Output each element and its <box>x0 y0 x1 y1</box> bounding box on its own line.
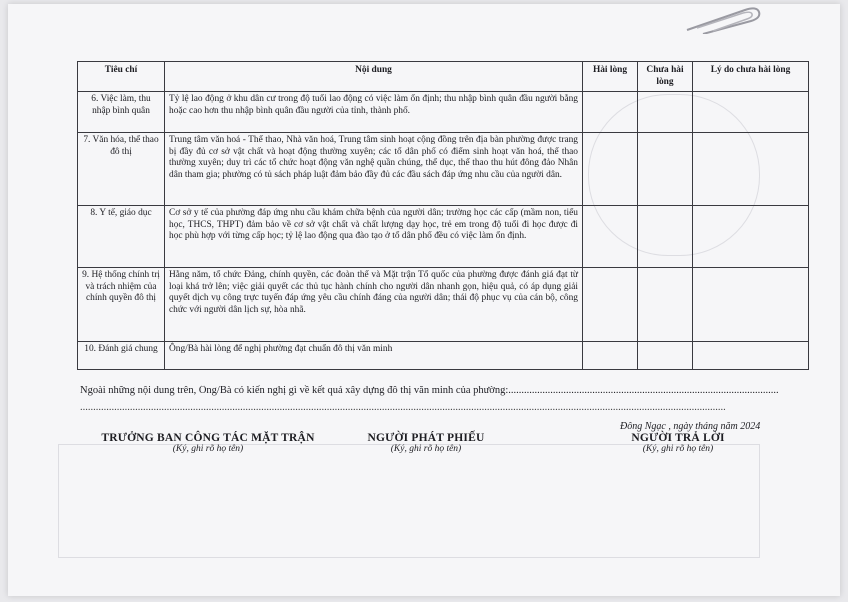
header-satisfied: Hài lòng <box>583 62 638 92</box>
bleed-through-shadow <box>58 444 760 558</box>
content-cell: Tỷ lệ lao động ở khu dân cư trong độ tuổi lao động có việc làm ổn định; thu nhập bình quân đầu người bằng hoặc cao hơn thu nhập bình quân đầu người của tỉnh, thành phố. <box>165 92 583 133</box>
table-row <box>78 206 809 268</box>
table-row <box>78 133 809 206</box>
not-satisfied-checkbox-cell[interactable] <box>638 342 693 370</box>
table-row <box>78 92 809 133</box>
table-row <box>78 268 809 342</box>
feedback-dots: ....................................................................................................... <box>508 385 779 396</box>
survey-table <box>77 61 809 370</box>
criterion-cell: 8. Y tế, giáo dục <box>78 206 165 268</box>
reason-input-cell[interactable] <box>693 268 809 342</box>
header-content: Nội dung <box>165 62 583 92</box>
header-not-satisfied: Chưa hài lòng <box>638 62 693 92</box>
satisfied-checkbox-cell[interactable] <box>583 342 638 370</box>
reason-input-cell[interactable] <box>693 133 809 206</box>
not-satisfied-checkbox-cell[interactable] <box>638 206 693 268</box>
satisfied-checkbox-cell[interactable] <box>583 206 638 268</box>
reason-input-cell[interactable] <box>693 342 809 370</box>
signature-note: (Ký, ghi rõ họ tên) <box>172 444 244 454</box>
not-satisfied-checkbox-cell[interactable] <box>638 133 693 206</box>
criterion-cell: 7. Văn hóa, thể thao đô thị <box>78 133 165 206</box>
content-cell: Cơ sở y tế của phường đáp ứng nhu cầu khám chữa bệnh của người dân; trường học các cấp (mầm non, tiểu học, THCS, THPT) đảm bảo về cơ sở vật chất và chất lượng dạy học, trẻ em trong độ tuổi đi học được đi học phù hợp với từng cấp học; tỷ lệ lao động qua đào tạo ở tổ dân phố đều có việc làm ổn định. <box>165 206 583 268</box>
criterion-cell: 9. Hệ thống chính trị và trách nhiệm của chính quyền đô thị <box>78 268 165 342</box>
criterion-cell: 6. Việc làm, thu nhập bình quân <box>78 92 165 133</box>
signature-note: (Ký, ghi rõ họ tên) <box>390 444 462 454</box>
criterion-cell: 10. Đánh giá chung <box>78 342 165 370</box>
reason-input-cell[interactable] <box>693 206 809 268</box>
header-criterion: Tiêu chí <box>78 62 165 92</box>
content-cell: Hằng năm, tổ chức Đảng, chính quyền, các đoàn thể và Mặt trận Tổ quốc của phường được đánh giá đạt từ loại khá trở lên; việc giải quyết các thủ tục hành chính cho người dân nhanh gọn, hiệu quả, có áp dụng giải quyết dịch vụ công trực tuyến đáp ứng yêu cầu chính đáng của người dân; thái độ phục vụ của cán bộ, công chức với người dân lịch sự, hòa nhã. <box>165 268 583 342</box>
table-header-row <box>78 62 809 92</box>
survey-sheet <box>8 4 840 596</box>
not-satisfied-checkbox-cell[interactable] <box>638 268 693 342</box>
signature-title: TRƯỞNG BAN CÔNG TÁC MẶT TRẬN <box>101 432 315 444</box>
feedback-line-2[interactable]: ...................................................................................................................................................................................................................................................... <box>80 402 726 413</box>
signature-note: (Ký, ghi rõ họ tên) <box>642 444 714 454</box>
content-cell: Ông/Bà hài lòng để nghị phường đạt chuẩn đô thị văn minh <box>165 342 583 370</box>
satisfied-checkbox-cell[interactable] <box>583 268 638 342</box>
reason-input-cell[interactable] <box>693 92 809 133</box>
signature-block-distributor <box>366 432 486 454</box>
signature-title: NGƯỜI PHÁT PHIẾU <box>367 432 485 444</box>
feedback-prompt: Ngoài những nội dung trên, Ông/Bà có kiến nghị gì về kết quả xây dựng đô thị văn minh của phường: <box>80 385 509 396</box>
satisfied-checkbox-cell[interactable] <box>583 133 638 206</box>
paper-clip-icon <box>683 4 773 34</box>
header-reason: Lý do chưa hài lòng <box>693 62 809 92</box>
satisfied-checkbox-cell[interactable] <box>583 92 638 133</box>
signature-title: NGƯỜI TRẢ LỜI <box>631 432 725 444</box>
content-cell: Trung tâm văn hoá - Thể thao, Nhà văn hoá, Trung tâm sinh hoạt cộng đồng trên địa bàn phường được trang bị đầy đủ cơ sở vật chất và hoạt động thường xuyên; các tổ dân phố có điểm sinh hoạt văn hoá, thể thao thường xuyên; duy trì các tổ chức hoạt động văn nghệ quần chúng, thể dục, thể thao thu hút đông đảo Nhân dân tham gia; phường có tủ sách pháp luật đảm bảo đầy đủ các đầu sách đáp ứng nhu cầu của người dân. <box>165 133 583 206</box>
signature-block-front-committee <box>98 432 318 454</box>
date-line: Đông Ngạc , ngày tháng năm 2024 <box>620 421 761 432</box>
table-row <box>78 342 809 370</box>
feedback-line[interactable] <box>80 385 805 396</box>
signature-block-respondent <box>618 432 738 454</box>
not-satisfied-checkbox-cell[interactable] <box>638 92 693 133</box>
